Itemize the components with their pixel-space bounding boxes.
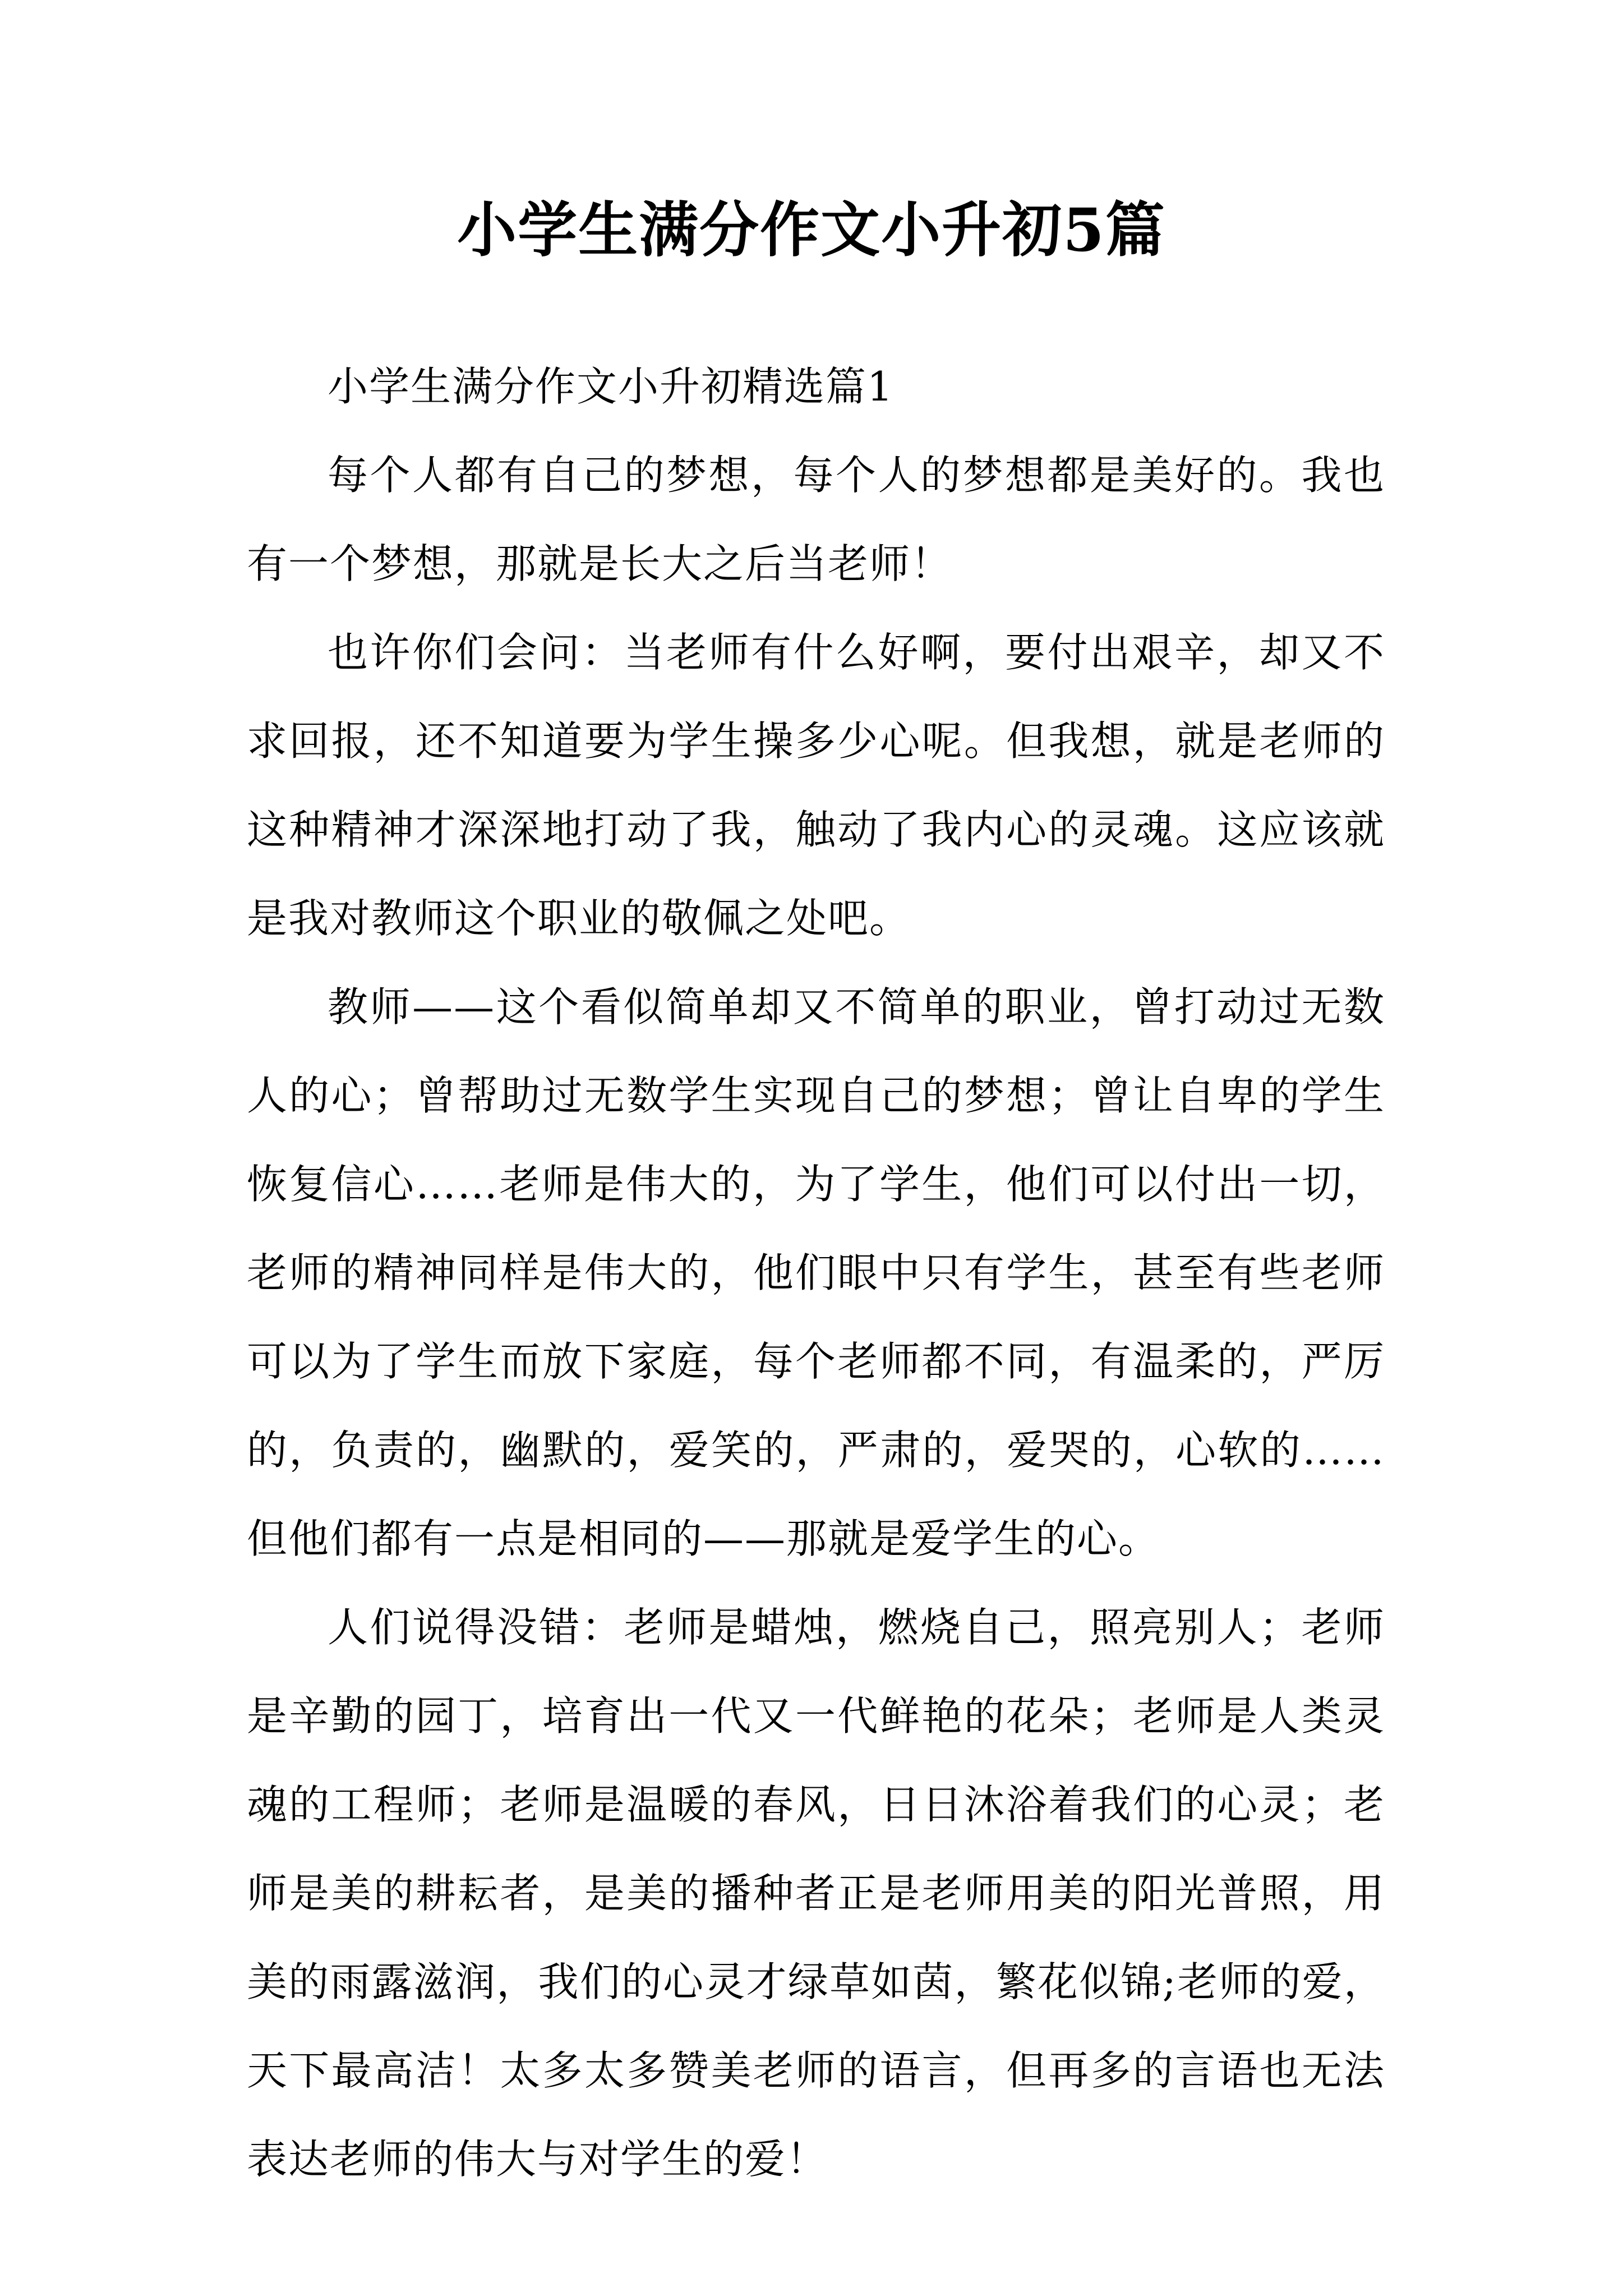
section-heading: 小学生满分作文小升初精选篇1 xyxy=(328,363,894,410)
paragraph: 教师——这个看似简单却又不简单的职业，曾打动过无数人的心；曾帮助过无数学生实现自己的梦想；曾让自卑的学生恢复信心……老师是伟大的，为了学生，他们可以付出一切，老师的精神同样是伟大的，他们眼中只有学生，甚至有些老师可以为了学生而放下家庭，每个老师都不同，有温柔的，严厉的，负责的，幽默的，爱笑的，严肃的，爱哭的，心软的……但他们都有一点是相同的——那就是爱学生的心。 xyxy=(247,983,1385,1562)
paragraph: 每个人都有自己的梦想，每个人的梦想都是美好的。我也有一个梦想，那就是长大之后当老师！ xyxy=(247,452,1385,587)
paragraph: 也许你们会问：当老师有什么好啊，要付出艰辛，却又不求回报，还不知道要为学生操多少心呢。但我想，就是老师的这种精神才深深地打动了我，触动了我内心的灵魂。这应该就是我对教师这个职业的敬佩之处吧。 xyxy=(247,629,1385,942)
document-body xyxy=(247,342,1385,2203)
document-title: 小学生满分作文小升初5篇 xyxy=(457,195,1166,265)
paragraph: 人们说得没错：老师是蜡烛，燃烧自己，照亮别人；老师是辛勤的园丁，培育出一代又一代鲜艳的花朵；老师是人类灵魂的工程师；老师是温暖的春风，日日沐浴着我们的心灵；老师是美的耕耘者，是美的播种者正是老师用美的阳光普照，用美的雨露滋润，我们的心灵才绿草如茵，繁花似锦;老师的爱，天下最高洁！太多太多赞美老师的语言，但再多的言语也无法表达老师的伟大与对学生的爱！ xyxy=(247,1604,1385,2183)
